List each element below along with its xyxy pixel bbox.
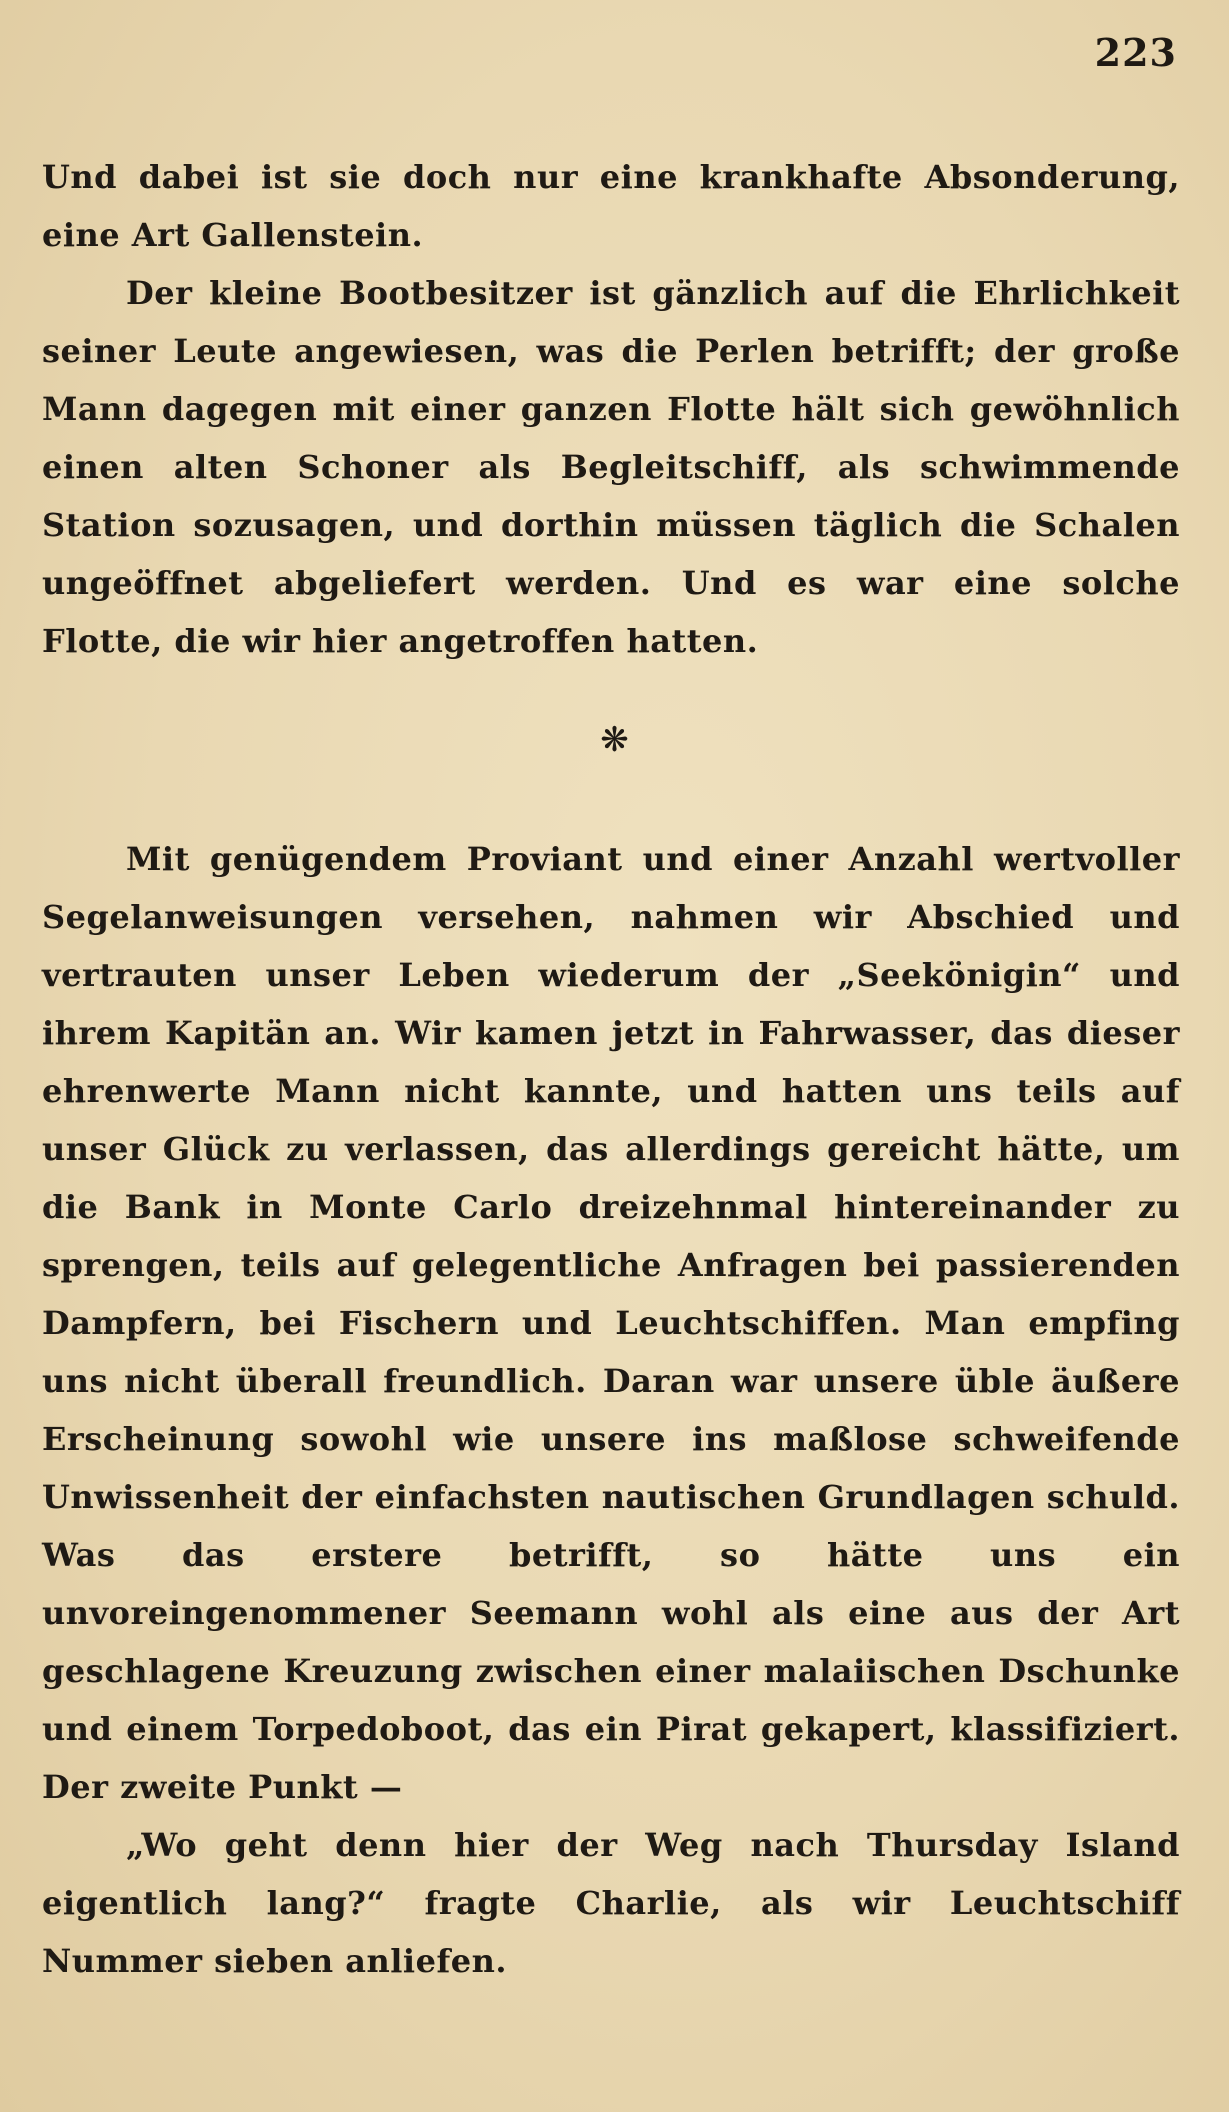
text-section-1: [42, 148, 1180, 670]
paragraph: Mit genügendem Proviant und einer Anzahl wertvoller Segelanweisungen versehen, nahmen wir Abschied und vertrauten unser Leben wiederum der „Seekönigin“ und ihrem Kapitän an. Wir kamen jetzt in Fahrwasser, das dieser ehrenwerte Mann nicht kannte, und hatten uns teils auf unser Glück zu verlassen, das allerdings gereicht hätte, um die Bank in Monte Carlo dreizehnmal hintereinander zu sprengen, teils auf gelegentliche Anfragen bei passierenden Dampfern, bei Fischern und Leuchtschiffen. Man empfing uns nicht überall freundlich. Daran war unsere üble äußere Erscheinung sowohl wie unsere ins maßlose schweifende Unwissenheit der einfachsten nautischen Grundlagen schuld. Was das erstere betrifft, so hätte uns ein unvoreingenommener Seemann wohl als eine aus der Art geschlagene Kreuzung zwischen einer malaiischen Dschunke und einem Torpedoboot, das ein Pirat gekapert, klassifiziert. Der zweite Punkt —: [42, 840, 1180, 1806]
paragraph: „Wo geht denn hier der Weg nach Thursday Island eigentlich lang?“ fragte Charlie, als wir Leuchtschiff Nummer sieben anliefen.: [42, 1826, 1180, 1980]
paragraph: Der kleine Bootbesitzer ist gänzlich auf die Ehrlichkeit seiner Leute angewiesen, was die Perlen betrifft; der große Mann dagegen mit einer ganzen Flotte hält sich gewöhnlich einen alten Schoner als Begleitschiff, als schwimmende Station sozusagen, und dorthin müssen täglich die Schalen ungeöffnet abgeliefert werden. Und es war eine solche Flotte, die wir hier angetroffen hatten.: [42, 274, 1180, 660]
paragraph: Und dabei ist sie doch nur eine krankhafte Absonderung, eine Art Gallenstein.: [42, 158, 1180, 254]
page-number: 223: [1094, 30, 1177, 75]
section-separator-ornament: ❋: [600, 720, 629, 760]
text-section-2: [42, 830, 1180, 1990]
